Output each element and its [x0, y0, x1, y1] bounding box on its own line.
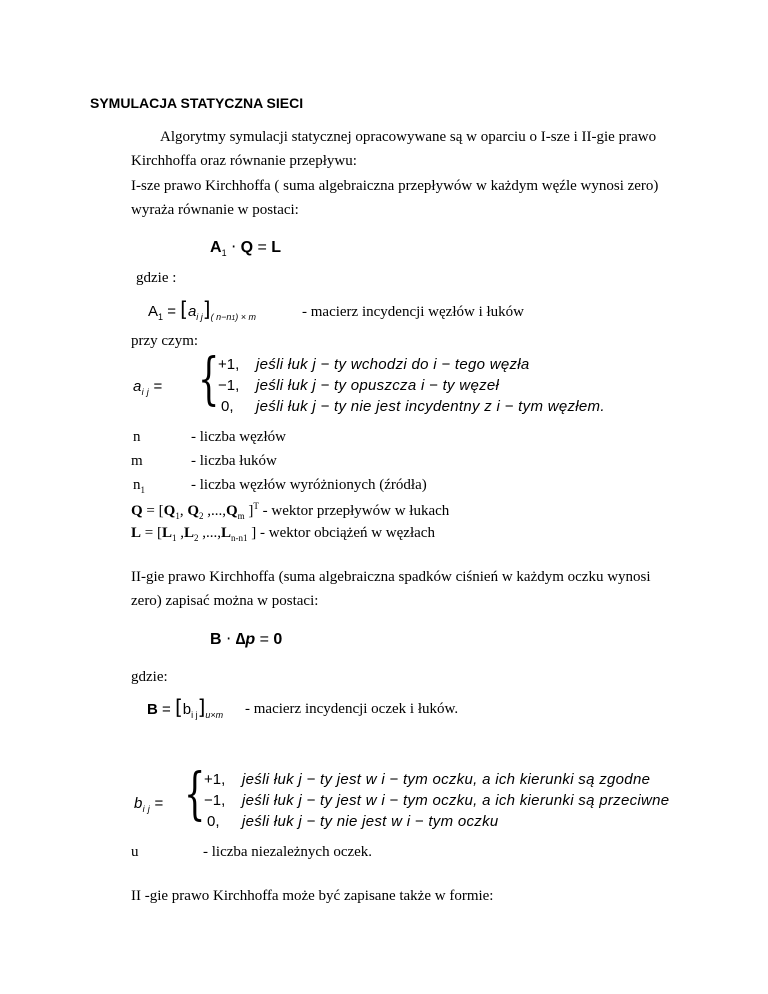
- eq1-equals: =: [257, 239, 267, 256]
- b-right-bracket: ]: [197, 695, 206, 719]
- eq2-zero: 0: [273, 631, 283, 648]
- aij-case-1-value: +1,: [218, 356, 240, 373]
- eq2-dot: ⋅: [226, 631, 232, 648]
- a1-definition: [148, 297, 256, 322]
- eq2-equals: =: [259, 631, 269, 648]
- q-vector-definition: $Q = [Q_1$, $Q_2$ $,...,Q_m$ ]$^T$ - wektor przepływów w łukach: [131, 501, 450, 521]
- a1-symbol: A: [148, 303, 159, 320]
- a1-element-sub: i j: [196, 312, 203, 322]
- intro-line-4: wyraża równanie w postaci:: [131, 202, 299, 218]
- intro-line-1: Algorytmy symulacji statycznej opracowywane są w oparciu o I-sze i II-gie prawo: [160, 129, 657, 145]
- a1-element: a: [187, 303, 197, 320]
- symbol-n1: $n_1$: [133, 477, 145, 495]
- bij-symbol: $b_{i j}$ =: [134, 795, 164, 814]
- gdzie-label-1: gdzie :: [136, 270, 177, 286]
- aij-symbol: $a_{i j}$ =: [133, 378, 163, 397]
- a1-equals: =: [167, 303, 176, 320]
- b-left-bracket: [: [174, 695, 183, 719]
- final-line: II -gie prawo Kirchhoffa może być zapisane także w formie:: [131, 888, 494, 904]
- b-dimension: u×m: [205, 710, 224, 720]
- b-element: b: [182, 701, 192, 718]
- a1-right-bracket: ]: [202, 297, 211, 321]
- b-equals: =: [162, 701, 171, 718]
- symbol-n: n: [133, 429, 141, 445]
- aij-case-1-text: jeśli łuk j − ty wchodzi do i − tego węzła: [256, 356, 530, 373]
- aij-case-2-value: −1,: [218, 377, 240, 394]
- bij-case-2-text: jeśli łuk j − ty jest w i − tym oczku, a ich kierunki są przeciwne: [242, 792, 670, 809]
- bij-case-3-text: jeśli łuk j − ty nie jest w i − tym oczku: [242, 813, 499, 830]
- section-heading: SYMULACJA STATYCZNA SIECI: [90, 95, 304, 111]
- bij-case-2-value: −1,: [204, 792, 226, 809]
- intro-line-3: I-sze prawo Kirchhoffa ( suma algebraiczna przepływów w każdym węźle wynosi zero): [131, 178, 659, 194]
- b-element-sub: i j: [191, 710, 198, 720]
- intro-line-2: Kirchhoffa oraz równanie przepływu:: [131, 153, 357, 169]
- bij-case-3-value: 0,: [207, 813, 220, 830]
- aij-case-3-text: jeśli łuk j − ty nie jest incydentny z i − tym węzłem.: [256, 398, 605, 415]
- przy-czym-label: przy czym:: [131, 333, 199, 349]
- eq1-vector-q: Q: [240, 239, 254, 256]
- symbol-n-desc: - liczba węzłów: [191, 429, 286, 445]
- aij-case-3-value: 0,: [221, 398, 234, 415]
- symbol-u-desc: - liczba niezależnych oczek.: [203, 844, 373, 860]
- eq1-vector-l: L: [271, 239, 282, 256]
- equation-first-law: [210, 237, 281, 258]
- b-description: - macierz incydencji oczek i łuków.: [245, 701, 459, 717]
- symbol-m: m: [131, 453, 143, 469]
- eq1-dot: ⋅: [231, 239, 237, 256]
- bij-case-1-value: +1,: [204, 771, 226, 788]
- b-definition: [147, 695, 223, 720]
- bij-brace: {: [184, 762, 206, 827]
- aij-case-2-text: jeśli łuk j − ty opuszcza i − ty węzeł: [256, 377, 500, 394]
- b-symbol: B: [147, 701, 158, 718]
- l-vector-definition: $L = [L_1$ $,L_2$ $,...,L_{n-n1}$ ] - wektor obciążeń w węzłach: [131, 525, 435, 543]
- symbol-m-desc: - liczba łuków: [191, 453, 277, 469]
- equation-second-law: [210, 629, 282, 649]
- eq1-matrix-a: A: [210, 239, 222, 256]
- symbol-n1-desc: - liczba węzłów wyróżnionych (źródła): [191, 477, 427, 493]
- second-law-line-2: zero) zapisać można w postaci:: [131, 593, 319, 609]
- eq2-matrix-b: B: [210, 631, 222, 648]
- a1-symbol-sub: 1: [158, 312, 164, 322]
- symbol-u: u: [131, 844, 139, 860]
- second-law-line-1: II-gie prawo Kirchhoffa (suma algebraiczna spadków ciśnień w każdym oczku wynosi: [131, 569, 651, 585]
- aij-brace: {: [198, 347, 220, 412]
- eq2-delta-p: ∆p: [235, 631, 256, 648]
- bij-case-1-text: jeśli łuk j − ty jest w i − tym oczku, a ich kierunki są zgodne: [242, 771, 651, 788]
- a1-dimension: ( n−n1) × m: [210, 312, 257, 322]
- a1-left-bracket: [: [180, 297, 188, 321]
- eq1-matrix-a-sub: 1: [221, 248, 227, 258]
- a1-description: - macierz incydencji węzłów i łuków: [302, 304, 524, 320]
- gdzie-label-2: gdzie:: [131, 669, 168, 685]
